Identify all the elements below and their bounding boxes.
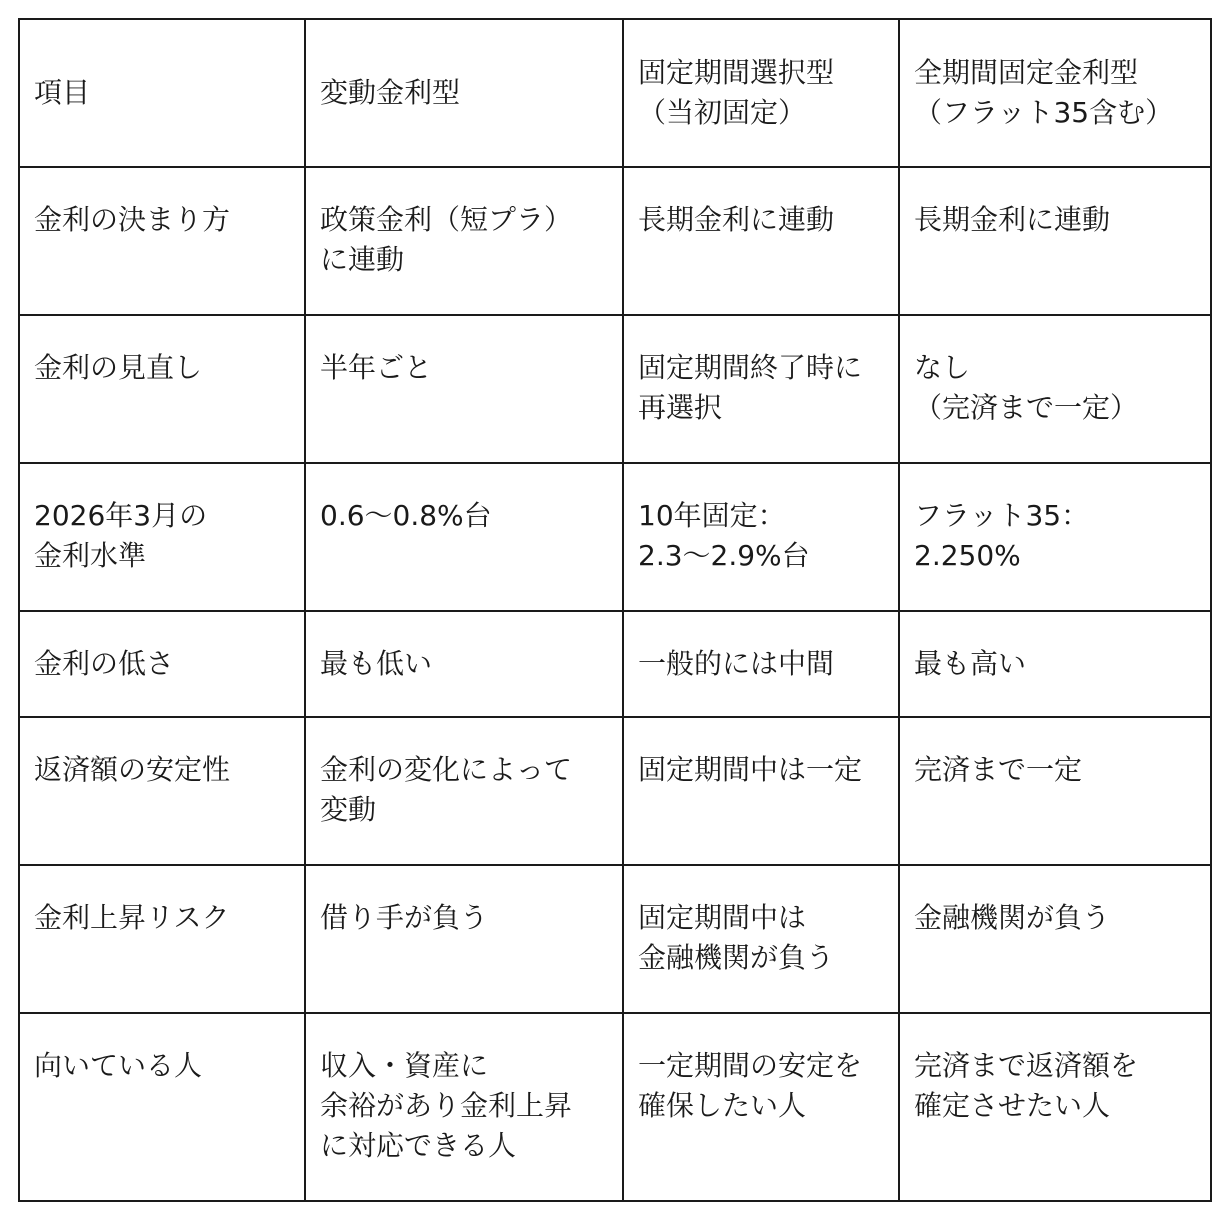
table-cell: 金利の変化によって 変動	[305, 717, 623, 865]
header-cell-full-fixed: 全期間固定金利型 （フラット35含む）	[899, 19, 1211, 167]
table-cell: 長期金利に連動	[623, 167, 899, 315]
table-header-row	[19, 19, 1211, 167]
row-label-cell: 金利の低さ	[19, 611, 305, 717]
row-label-cell: 2026年3月の 金利水準	[19, 463, 305, 611]
table-cell: 一般的には中間	[623, 611, 899, 717]
table-cell: 一定期間の安定を 確保したい人	[623, 1013, 899, 1201]
table-row	[19, 315, 1211, 463]
header-cell-variable: 変動金利型	[305, 19, 623, 167]
row-label-cell: 金利の見直し	[19, 315, 305, 463]
table-row	[19, 611, 1211, 717]
table-cell: 完済まで一定	[899, 717, 1211, 865]
table-cell: なし （完済まで一定）	[899, 315, 1211, 463]
row-label-cell: 金利の決まり方	[19, 167, 305, 315]
table-cell: 金融機関が負う	[899, 865, 1211, 1013]
table-cell: 固定期間中は 金融機関が負う	[623, 865, 899, 1013]
row-label-cell: 返済額の安定性	[19, 717, 305, 865]
table-cell: 半年ごと	[305, 315, 623, 463]
table-cell: 10年固定： 2.3〜2.9%台	[623, 463, 899, 611]
row-label-cell: 向いている人	[19, 1013, 305, 1201]
table-cell: 固定期間中は一定	[623, 717, 899, 865]
table-row	[19, 717, 1211, 865]
table-cell: 政策金利（短プラ） に連動	[305, 167, 623, 315]
table-row	[19, 463, 1211, 611]
table-cell: 長期金利に連動	[899, 167, 1211, 315]
table-cell: 0.6〜0.8%台	[305, 463, 623, 611]
mortgage-rate-comparison-table	[18, 18, 1212, 1202]
table-cell: 借り手が負う	[305, 865, 623, 1013]
table-cell: 収入・資産に 余裕があり金利上昇 に対応できる人	[305, 1013, 623, 1201]
header-cell-item: 項目	[19, 19, 305, 167]
table-cell: フラット35： 2.250%	[899, 463, 1211, 611]
table-row	[19, 865, 1211, 1013]
row-label-cell: 金利上昇リスク	[19, 865, 305, 1013]
table-cell: 最も高い	[899, 611, 1211, 717]
table-row	[19, 167, 1211, 315]
header-cell-fixed-period: 固定期間選択型 （当初固定）	[623, 19, 899, 167]
table-cell: 最も低い	[305, 611, 623, 717]
table-cell: 完済まで返済額を 確定させたい人	[899, 1013, 1211, 1201]
table-row	[19, 1013, 1211, 1201]
table-cell: 固定期間終了時に 再選択	[623, 315, 899, 463]
